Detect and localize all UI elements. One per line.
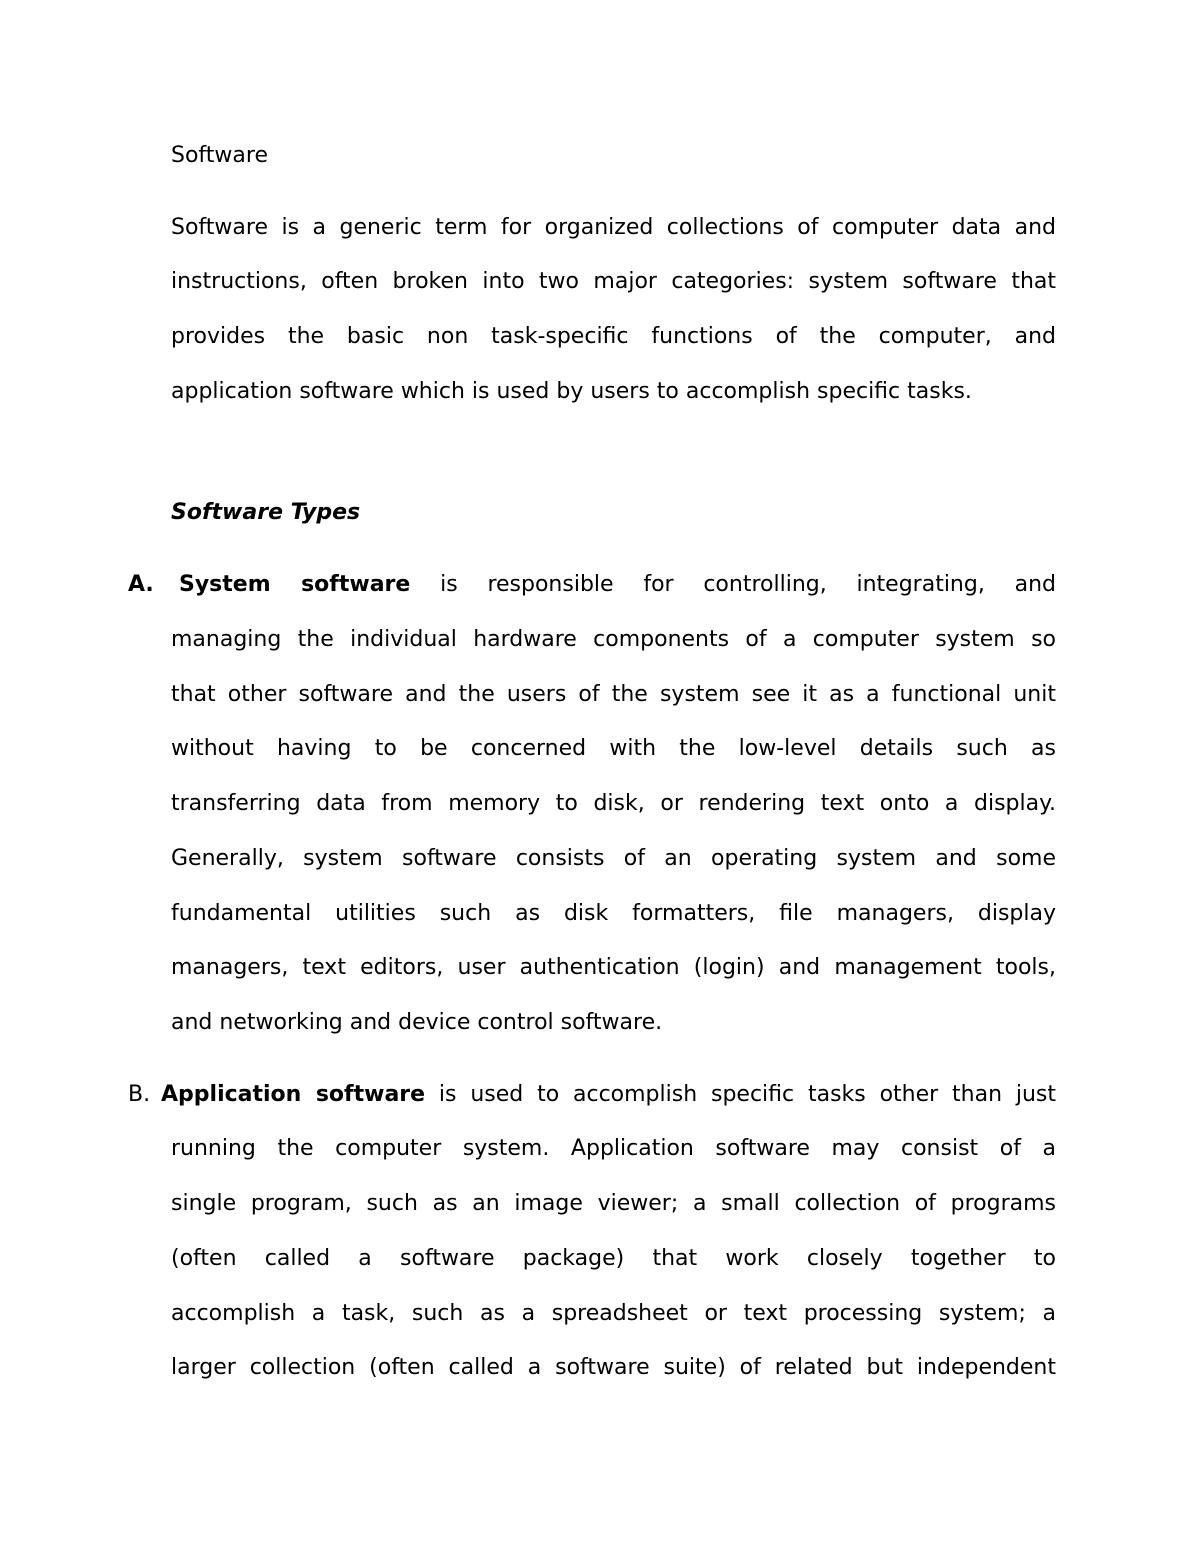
section-a-line: Generally, system software consists of an operating system and some	[171, 846, 1056, 871]
section-a-line: transferring data from memory to disk, or rendering text onto a display.	[171, 791, 1056, 816]
section-b-line: accomplish a task, such as a spreadsheet or text processing system; a	[171, 1301, 1056, 1326]
section-a-line: managing the individual hardware components of a computer system so	[171, 627, 1056, 652]
intro-line: Software is a generic term for organized collections of computer data and	[171, 215, 1056, 240]
section-b-line: running the computer system. Application software may consist of a	[171, 1136, 1056, 1161]
section-a-line: fundamental utilities such as disk formatters, file managers, display	[171, 901, 1056, 926]
section-a-line: and networking and device control software.	[171, 1010, 663, 1035]
section-heading: Software Types	[171, 500, 361, 525]
section-a-term: System software	[179, 572, 411, 597]
document-title: Software	[171, 143, 268, 168]
section-a-line: that other software and the users of the system see it as a functional unit	[171, 682, 1056, 707]
intro-line: application software which is used by users to accomplish specific tasks.	[171, 379, 972, 404]
section-b-term: Application software	[161, 1082, 426, 1107]
section-a-first-line	[179, 571, 1056, 599]
intro-line: provides the basic non task-specific functions of the computer, and	[171, 324, 1056, 349]
section-a-first-line-rest: is responsible for controlling, integrating, and	[410, 572, 1056, 597]
intro-line: instructions, often broken into two major categories: system software that	[171, 269, 1056, 294]
section-b-line: larger collection (often called a software suite) of related but independent	[171, 1355, 1056, 1380]
section-b-first-line	[161, 1081, 1056, 1109]
section-b-first-line-rest: is used to accomplish specific tasks other than just	[425, 1082, 1056, 1107]
section-a-marker: A.	[128, 572, 154, 597]
section-b-marker: B.	[128, 1082, 151, 1107]
section-a-line: managers, text editors, user authentication (login) and management tools,	[171, 955, 1056, 980]
section-b-line: (often called a software package) that work closely together to	[171, 1246, 1056, 1271]
section-a-line: without having to be concerned with the low-level details such as	[171, 736, 1056, 761]
section-b-line: single program, such as an image viewer; a small collection of programs	[171, 1191, 1056, 1216]
